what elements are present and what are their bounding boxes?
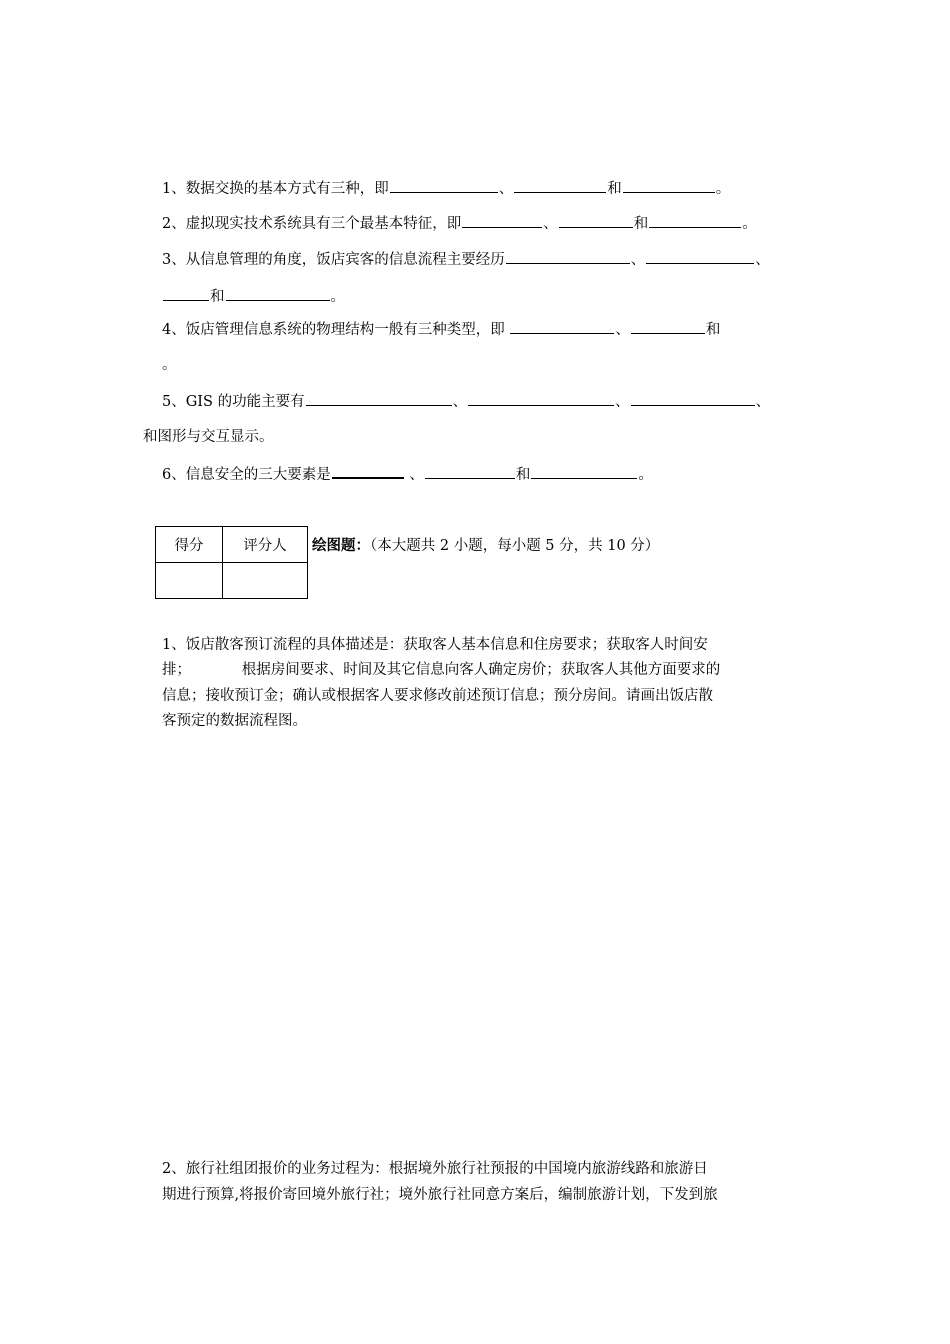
question-3-text: 3、从信息管理的角度，饭店宾客的信息流程主要经历: [162, 252, 505, 268]
question-1: [162, 177, 730, 199]
separator: 、: [630, 252, 646, 268]
answer-blank[interactable]: [646, 248, 754, 264]
separator: 和: [515, 467, 531, 483]
question-2: [162, 212, 757, 234]
drawing-question-1-line-1: 1、饭店散客预订流程的具体描述是：获取客人基本信息和住房要求；获取客人时间安: [162, 637, 708, 653]
question-6: [162, 462, 653, 485]
answer-blank[interactable]: [623, 177, 715, 193]
answer-blank[interactable]: [226, 285, 330, 301]
grader-cell[interactable]: [223, 563, 308, 599]
answer-blank[interactable]: [390, 177, 498, 193]
question-4-text: 4、饭店管理信息系统的物理结构一般有三种类型，即: [162, 322, 510, 338]
score-cell[interactable]: [156, 563, 223, 599]
question-4-end: [162, 355, 177, 375]
separator: 和: [607, 181, 622, 197]
question-6-text: 6、信息安全的三大要素是: [162, 467, 331, 483]
separator: 、: [755, 252, 770, 268]
answer-blank[interactable]: [631, 390, 755, 406]
drawing-question-1-line-2: 排； 根据房间要求、时间及其它信息向客人确定房价；获取客人其他方面要求的: [162, 662, 721, 678]
answer-blank[interactable]: [462, 212, 542, 228]
separator: 。: [330, 289, 345, 305]
separator: 和: [210, 289, 225, 305]
separator: 。: [715, 181, 731, 197]
answer-blank[interactable]: [559, 212, 633, 228]
separator: 。: [162, 357, 177, 373]
score-header: 得分: [156, 527, 223, 563]
separator: 和: [633, 216, 649, 232]
answer-blank[interactable]: [531, 463, 637, 479]
separator: 、: [452, 394, 468, 410]
separator: 和: [705, 322, 721, 338]
drawing-question-2-line-2: 期进行预算,将报价寄回境外旅行社；境外旅行社同意方案后，编制旅游计划，下发到旅: [162, 1187, 718, 1203]
drawing-question-1-line-3: 信息；接收预订金；确认或根据客人要求修改前述预订信息；预分房间。请画出饭店散: [162, 688, 713, 704]
answer-blank[interactable]: [468, 390, 614, 406]
section-title: 绘图题：: [312, 537, 370, 554]
separator: 、: [755, 394, 771, 410]
separator: 、: [498, 181, 514, 197]
answer-blank[interactable]: [514, 177, 606, 193]
question-5-continued: [143, 427, 274, 447]
answer-blank[interactable]: [425, 463, 515, 479]
drawing-area[interactable]: [162, 745, 812, 1140]
separator: 、: [615, 394, 630, 410]
answer-blank[interactable]: [631, 318, 705, 334]
drawing-question-2-line-1: 2、旅行社组团报价的业务过程为：根据境外旅行社预报的中国境内旅游线路和旅游日: [162, 1161, 708, 1177]
question-2-text: 2、虚拟现实技术系统具有三个最基本特征，即: [162, 216, 462, 232]
section-note: （本大题共 2 小题，每小题 5 分，共 10 分）: [370, 538, 660, 554]
question-3: [162, 248, 770, 270]
question-5-text: 5、GIS 的功能主要有: [162, 394, 305, 410]
answer-blank[interactable]: [332, 462, 404, 479]
question-1-text: 1、数据交换的基本方式有三种，即: [162, 181, 389, 197]
section-heading: [312, 536, 659, 556]
score-table: [155, 526, 308, 599]
separator: 、: [404, 467, 424, 483]
answer-blank[interactable]: [649, 212, 741, 228]
answer-blank[interactable]: [163, 285, 209, 301]
drawing-question-1-line-4: 客预定的数据流程图。: [162, 713, 307, 729]
question-5-text-continued: 和图形与交互显示。: [143, 429, 274, 445]
separator: 、: [543, 216, 558, 232]
answer-blank[interactable]: [306, 390, 452, 406]
question-5: [162, 390, 770, 412]
separator: 。: [742, 216, 757, 232]
answer-blank[interactable]: [506, 248, 630, 264]
grader-header: 评分人: [223, 527, 308, 563]
separator: 、: [615, 322, 630, 338]
separator: 。: [638, 467, 653, 483]
question-3-continued: [162, 285, 345, 307]
question-4: [162, 318, 720, 340]
answer-blank[interactable]: [510, 318, 614, 334]
